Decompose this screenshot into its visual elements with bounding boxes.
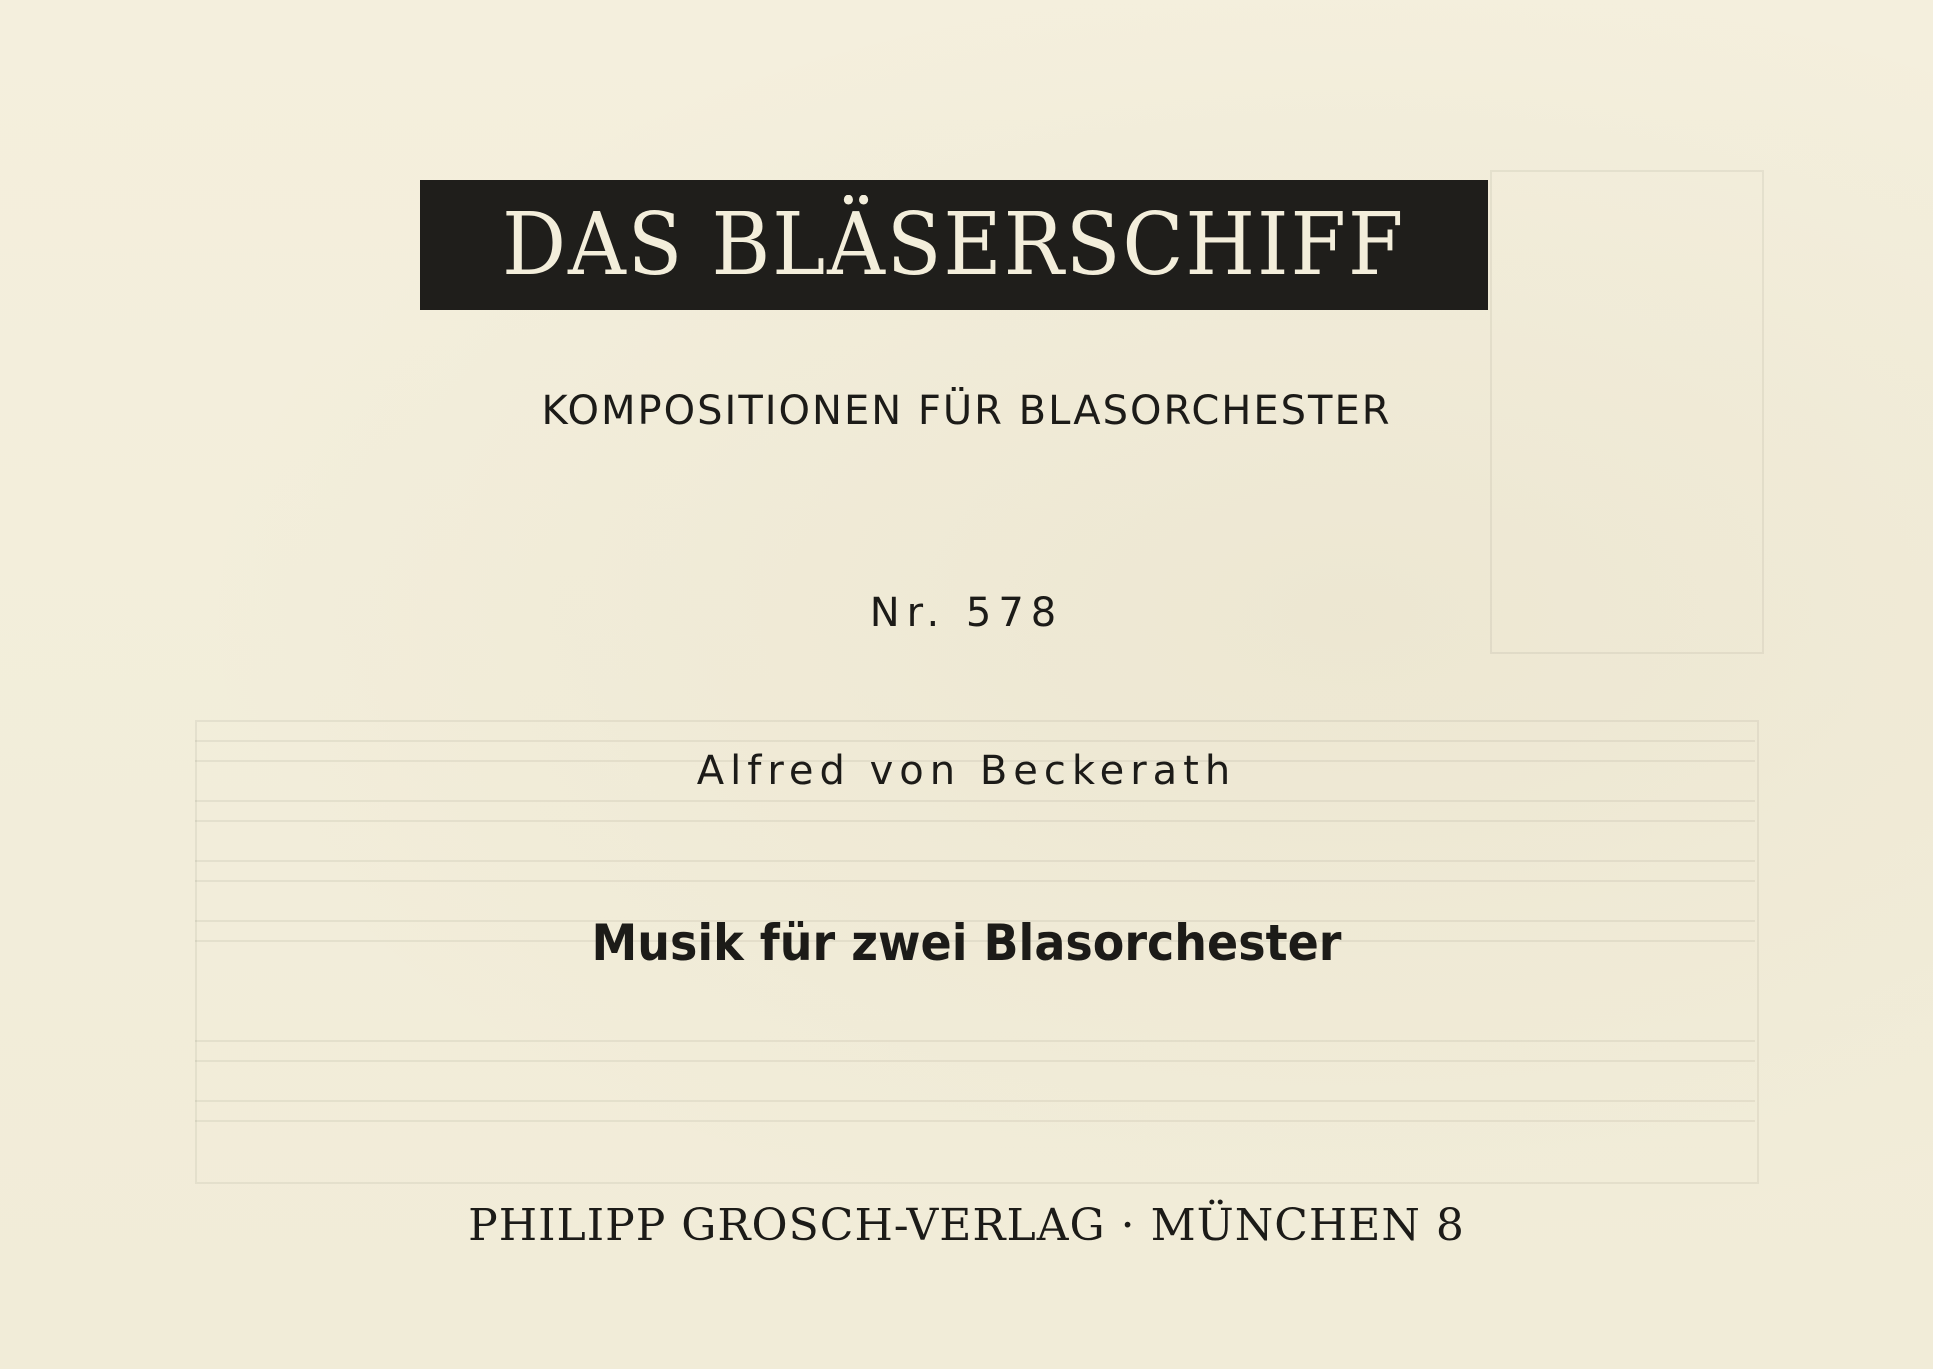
publisher-imprint: PHILIPP GROSCH-VERLAG · MÜNCHEN 8: [468, 1200, 1465, 1251]
catalog-number: Nr. 578: [869, 590, 1064, 636]
composer-name: Alfred von Beckerath: [696, 748, 1237, 794]
series-subtitle: KOMPOSITIONEN FÜR BLASORCHESTER: [541, 388, 1392, 434]
bleed-staff: [195, 860, 1755, 882]
bleed-staff: [195, 800, 1755, 822]
series-title-banner: [420, 180, 1488, 310]
work-title: Musik für zwei Blasorchester: [591, 914, 1342, 972]
bleed-staff: [195, 1100, 1755, 1122]
bleed-staff: [195, 1040, 1755, 1062]
series-title: DAS BLÄSERSCHIFF: [502, 195, 1406, 295]
